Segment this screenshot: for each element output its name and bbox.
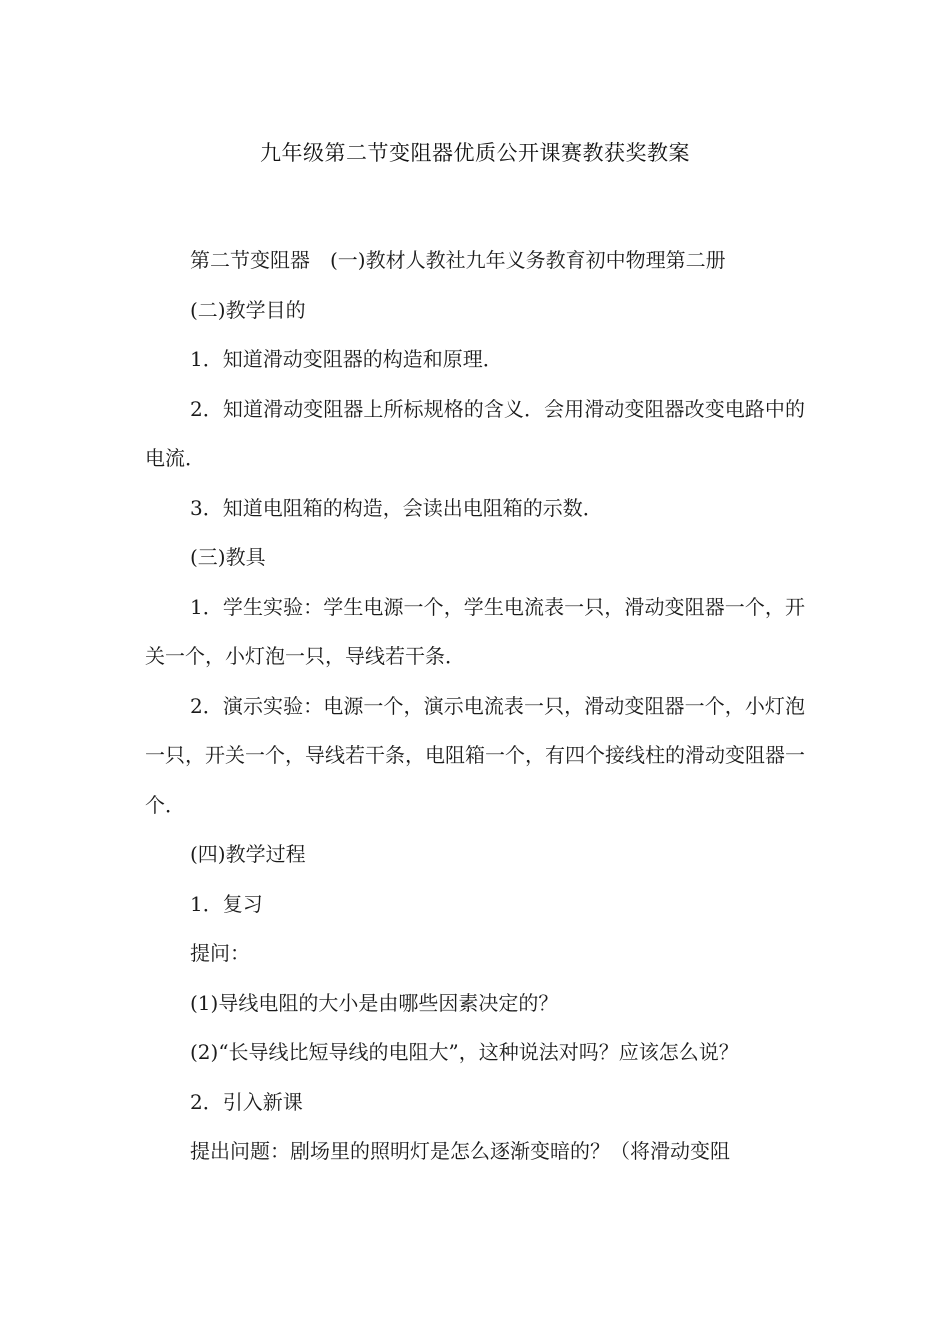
- paragraph-equipment-heading: (三)教具: [190, 545, 266, 569]
- paragraph-equipment-1: 1．学生实验：学生电源一个，学生电流表一只，滑动变阻器一个，开关一个，小灯泡一只，导线若干条．: [145, 594, 805, 668]
- document-title: 九年级第二节变阻器优质公开课赛教获奖教案: [260, 141, 690, 165]
- paragraph-equipment-2: 2．演示实验：电源一个，演示电流表一只，滑动变阻器一个，小灯泡一只，开关一个，导线若干条，电阻箱一个，有四个接线柱的滑动变阻器一个．: [145, 693, 805, 817]
- paragraph-objectives-heading: (二)教学目的: [190, 297, 306, 322]
- paragraph-objective-3: 3．知道电阻箱的构造，会读出电阻箱的示数．: [190, 495, 603, 520]
- paragraph-question-1: (1)导线电阻的大小是由哪些因素决定的？: [190, 990, 559, 1015]
- paragraph-process-heading: (四)教学过程: [190, 842, 306, 866]
- paragraph-objective-2: 2．知道滑动变阻器上所标规格的含义．会用滑动变阻器改变电路中的电流．: [145, 396, 805, 470]
- document-body: [145, 236, 805, 1177]
- paragraph-question-2: (2)“长导线比短导线的电阻大”，这种说法对吗？应该怎么说？: [190, 1040, 739, 1064]
- paragraph-question-label: 提问：: [190, 941, 250, 965]
- paragraph-new-lesson: 2．引入新课: [190, 1089, 303, 1114]
- paragraph-problem: 提出问题：剧场里的照明灯是怎么逐渐变暗的？（将滑动变阻: [190, 1139, 730, 1163]
- paragraph-objective-1: 1．知道滑动变阻器的构造和原理．: [190, 347, 503, 371]
- paragraph-section-header: 第二节变阻器 (一)教材人教社九年义务教育初中物理第二册: [190, 248, 726, 272]
- paragraph-review: 1．复习: [190, 891, 263, 916]
